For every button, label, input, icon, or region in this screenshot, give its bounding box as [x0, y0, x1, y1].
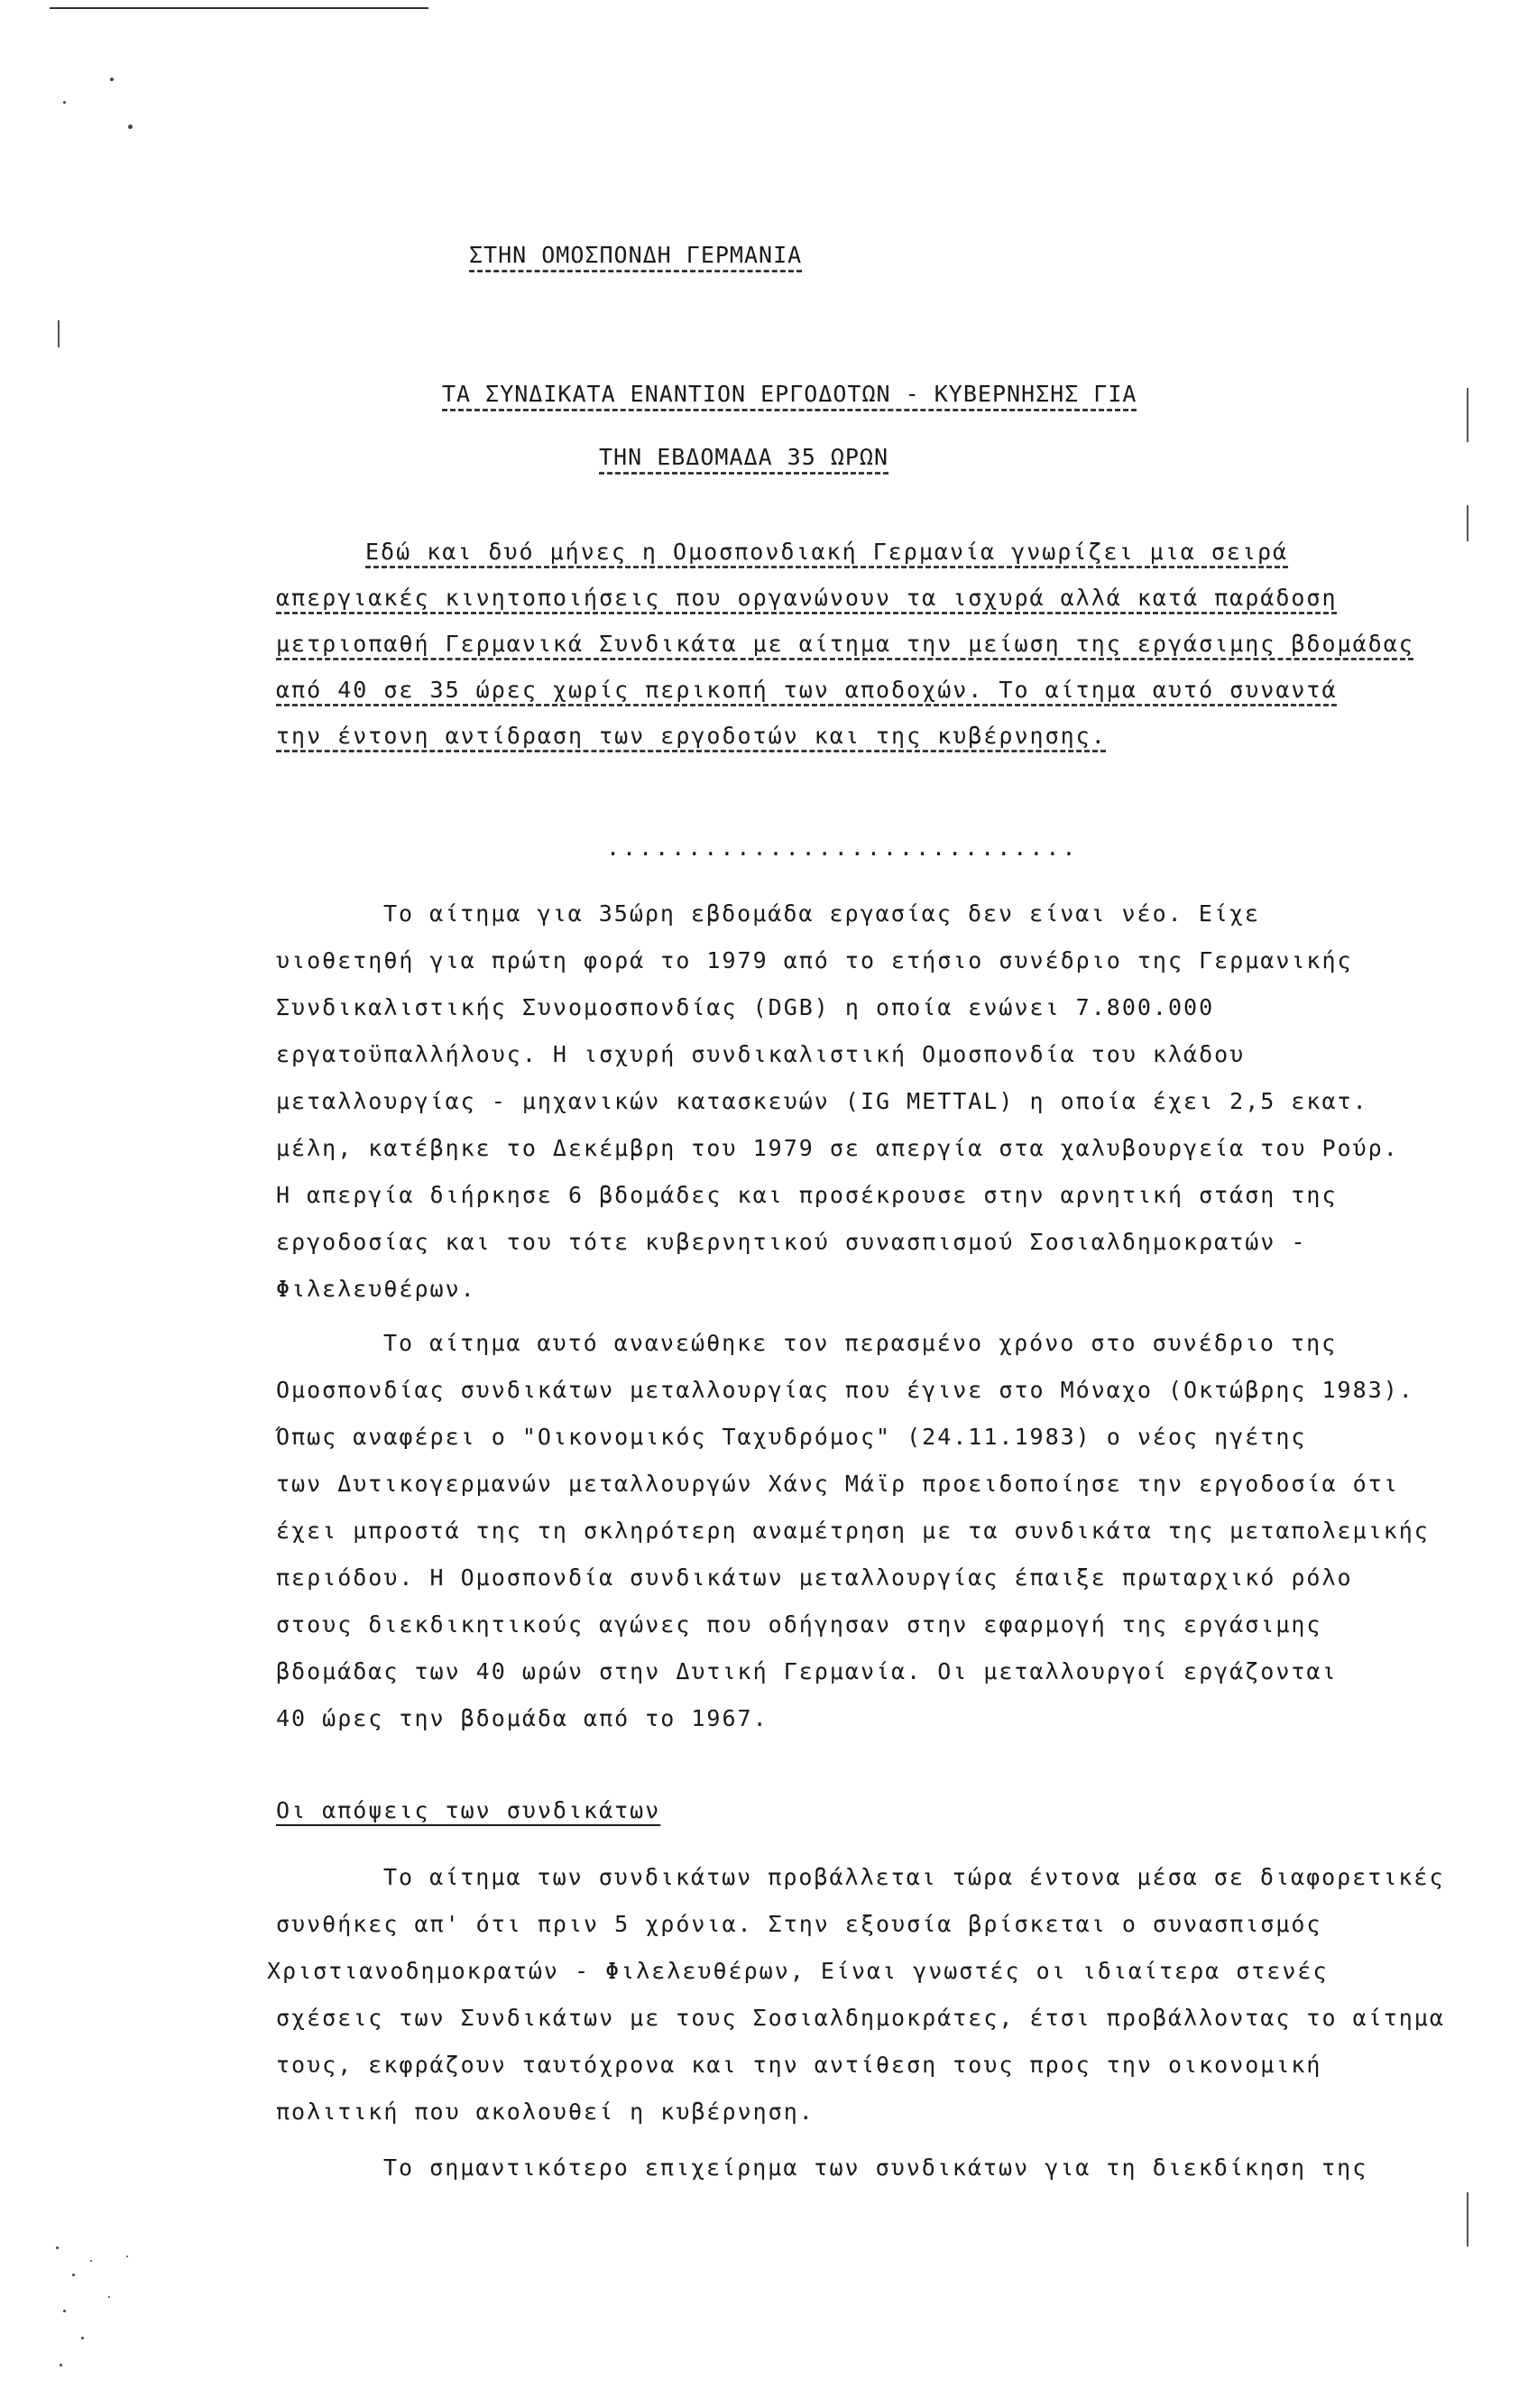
- paragraph-line: υιοθετηθή για πρώτη φορά το 1979 από το ετήσιο συνέδριο της Γερμανικής: [276, 947, 1353, 973]
- intro-line: μετριοπαθή Γερμανικά Συνδικάτα με αίτημα την μείωση της εργάσιμης βδομάδας: [276, 631, 1414, 657]
- paragraph-line: έχει μπροστά της τη σκληρότερη αναμέτρηση με τα συνδικάτα της μεταπολεμικής: [276, 1518, 1430, 1544]
- margin-mark: [1467, 2192, 1468, 2247]
- section-heading: Οι απόψεις των συνδικάτων: [276, 1797, 661, 1823]
- paragraph-line: Το αίτημα των συνδικάτων προβάλλεται τώρα έντονα μέσα σε διαφορετικές: [383, 1864, 1445, 1890]
- intro-line: Εδώ και δυό μήνες η Ομοσπονδιακή Γερμανία γνωρίζει μια σειρά: [365, 539, 1289, 565]
- margin-mark: [58, 320, 60, 347]
- scan-speck: [63, 101, 66, 104]
- paragraph-line: εργατοϋπαλλήλους. Η ισχυρή συνδικαλιστική Ομοσπονδία του κλάδου: [276, 1041, 1246, 1067]
- separator-dots: .............................: [606, 835, 1079, 861]
- scan-speck: [126, 2256, 128, 2257]
- intro-line: απεργιακές κινητοποιήσεις που οργανώνουν τα ισχυρά αλλά κατά παράδοση: [276, 585, 1338, 611]
- scan-speck: [60, 2364, 62, 2366]
- scan-speck: [110, 78, 114, 81]
- paragraph-line: Η απεργία διήρκησε 6 βδομάδες και προσέκρουσε στην αρνητική στάση της: [276, 1182, 1338, 1208]
- paragraph-line: βδομάδας των 40 ωρών στην Δυτική Γερμανία. Οι μεταλλουργοί εργάζονται: [276, 1658, 1338, 1684]
- scan-speck: [90, 2260, 92, 2262]
- paragraph-line: μέλη, κατέβηκε το Δεκέμβρη του 1979 σε απεργία στα χαλυβουργεία του Ρούρ.: [276, 1135, 1399, 1161]
- paragraph-line: μεταλλουργίας - μηχανικών κατασκευών (IG METTAL) η οποία έχει 2,5 εκατ.: [276, 1088, 1368, 1114]
- scan-speck: [56, 2247, 59, 2249]
- paragraph-line: Χριστιανοδημοκρατών - Φιλελευθέρων, Είναι γνωστές οι ιδιαίτερα στενές: [267, 1958, 1329, 1984]
- paragraph-line: Ομοσπονδίας συνδικάτων μεταλλουργίας που έγινε στο Μόναχο (Οκτώβρης 1983).: [276, 1377, 1414, 1403]
- paragraph-line: πολιτική που ακολουθεί η κυβέρνηση.: [276, 2099, 815, 2125]
- paragraph-line: 40 ώρες την βδομάδα από το 1967.: [276, 1705, 769, 1731]
- intro-line: από 40 σε 35 ώρες χωρίς περικοπή των αποδοχών. Το αίτημα αυτό συναντά: [276, 677, 1338, 703]
- top-rule: [50, 7, 428, 9]
- paragraph-line: σχέσεις των Συνδικάτων με τους Σοσιαλδημοκράτες, έτσι προβάλλοντας το αίτημα: [276, 2005, 1445, 2031]
- paragraph-line: συνθήκες απ' ότι πριν 5 χρόνια. Στην εξουσία βρίσκεται ο συνασπισμός: [276, 1911, 1322, 1937]
- scan-speck: [108, 2296, 110, 2298]
- paragraph-line: εργοδοσίας και του τότε κυβερνητικού συνασπισμού Σοσιαλδημοκρατών -: [276, 1229, 1307, 1255]
- paragraph-line: των Δυτικογερμανών μεταλλουργών Χάνς Μάϊρ προειδοποίησε την εργοδοσία ότι: [276, 1471, 1399, 1497]
- paragraph-line: Φιλελευθέρων.: [276, 1276, 476, 1302]
- subtitle-line-2: ΤΗΝ ΕΒΔΟΜΑΔΑ 35 ΩΡΩΝ: [599, 444, 889, 470]
- scan-speck: [81, 2337, 84, 2339]
- scan-speck: [63, 2310, 66, 2312]
- paragraph-line: τους, εκφράζουν ταυτόχρονα και την αντίθεση τους προς την οικονομική: [276, 2052, 1322, 2078]
- paragraph-line: Το σημαντικότερο επιχείρημα των συνδικάτων για τη διεκδίκηση της: [383, 2154, 1368, 2181]
- intro-line: την έντονη αντίδραση των εργοδοτών και της κυβέρνησης.: [276, 723, 1107, 749]
- paragraph-line: Το αίτημα για 35ώρη εβδομάδα εργασίας δεν είναι νέο. Είχε: [383, 900, 1260, 927]
- paragraph-line: Όπως αναφέρει ο "Οικονομικός Ταχυδρόμος" (24.11.1983) ο νέος ηγέτης: [276, 1424, 1307, 1450]
- page-title: ΣΤΗΝ ΟΜΟΣΠΟΝΔΗ ΓΕΡΜΑΝΙΑ: [469, 242, 803, 268]
- margin-mark: [1467, 505, 1468, 541]
- paragraph-line: περιόδου. Η Ομοσπονδία συνδικάτων μεταλλουργίας έπαιξε πρωταρχικό ρόλο: [276, 1564, 1353, 1591]
- scan-speck: [128, 125, 133, 129]
- margin-mark: [1467, 388, 1468, 442]
- paragraph-line: Συνδικαλιστικής Συνομοσπονδίας (DGB) η οποία ενώνει 7.800.000: [276, 994, 1215, 1020]
- scan-speck: [72, 2274, 75, 2276]
- subtitle-line-1: ΤΑ ΣΥΝΔΙΚΑΤΑ ΕΝΑΝΤΙΟΝ ΕΡΓΟΔΟΤΩΝ - ΚΥΒΕΡΝΗΣΗΣ ΓΙΑ: [442, 381, 1137, 407]
- paragraph-line: Το αίτημα αυτό ανανεώθηκε τον περασμένο χρόνο στο συνέδριο της: [383, 1330, 1338, 1356]
- paragraph-line: στους διεκδικητικούς αγώνες που οδήγησαν στην εφαρμογή της εργάσιμης: [276, 1611, 1322, 1638]
